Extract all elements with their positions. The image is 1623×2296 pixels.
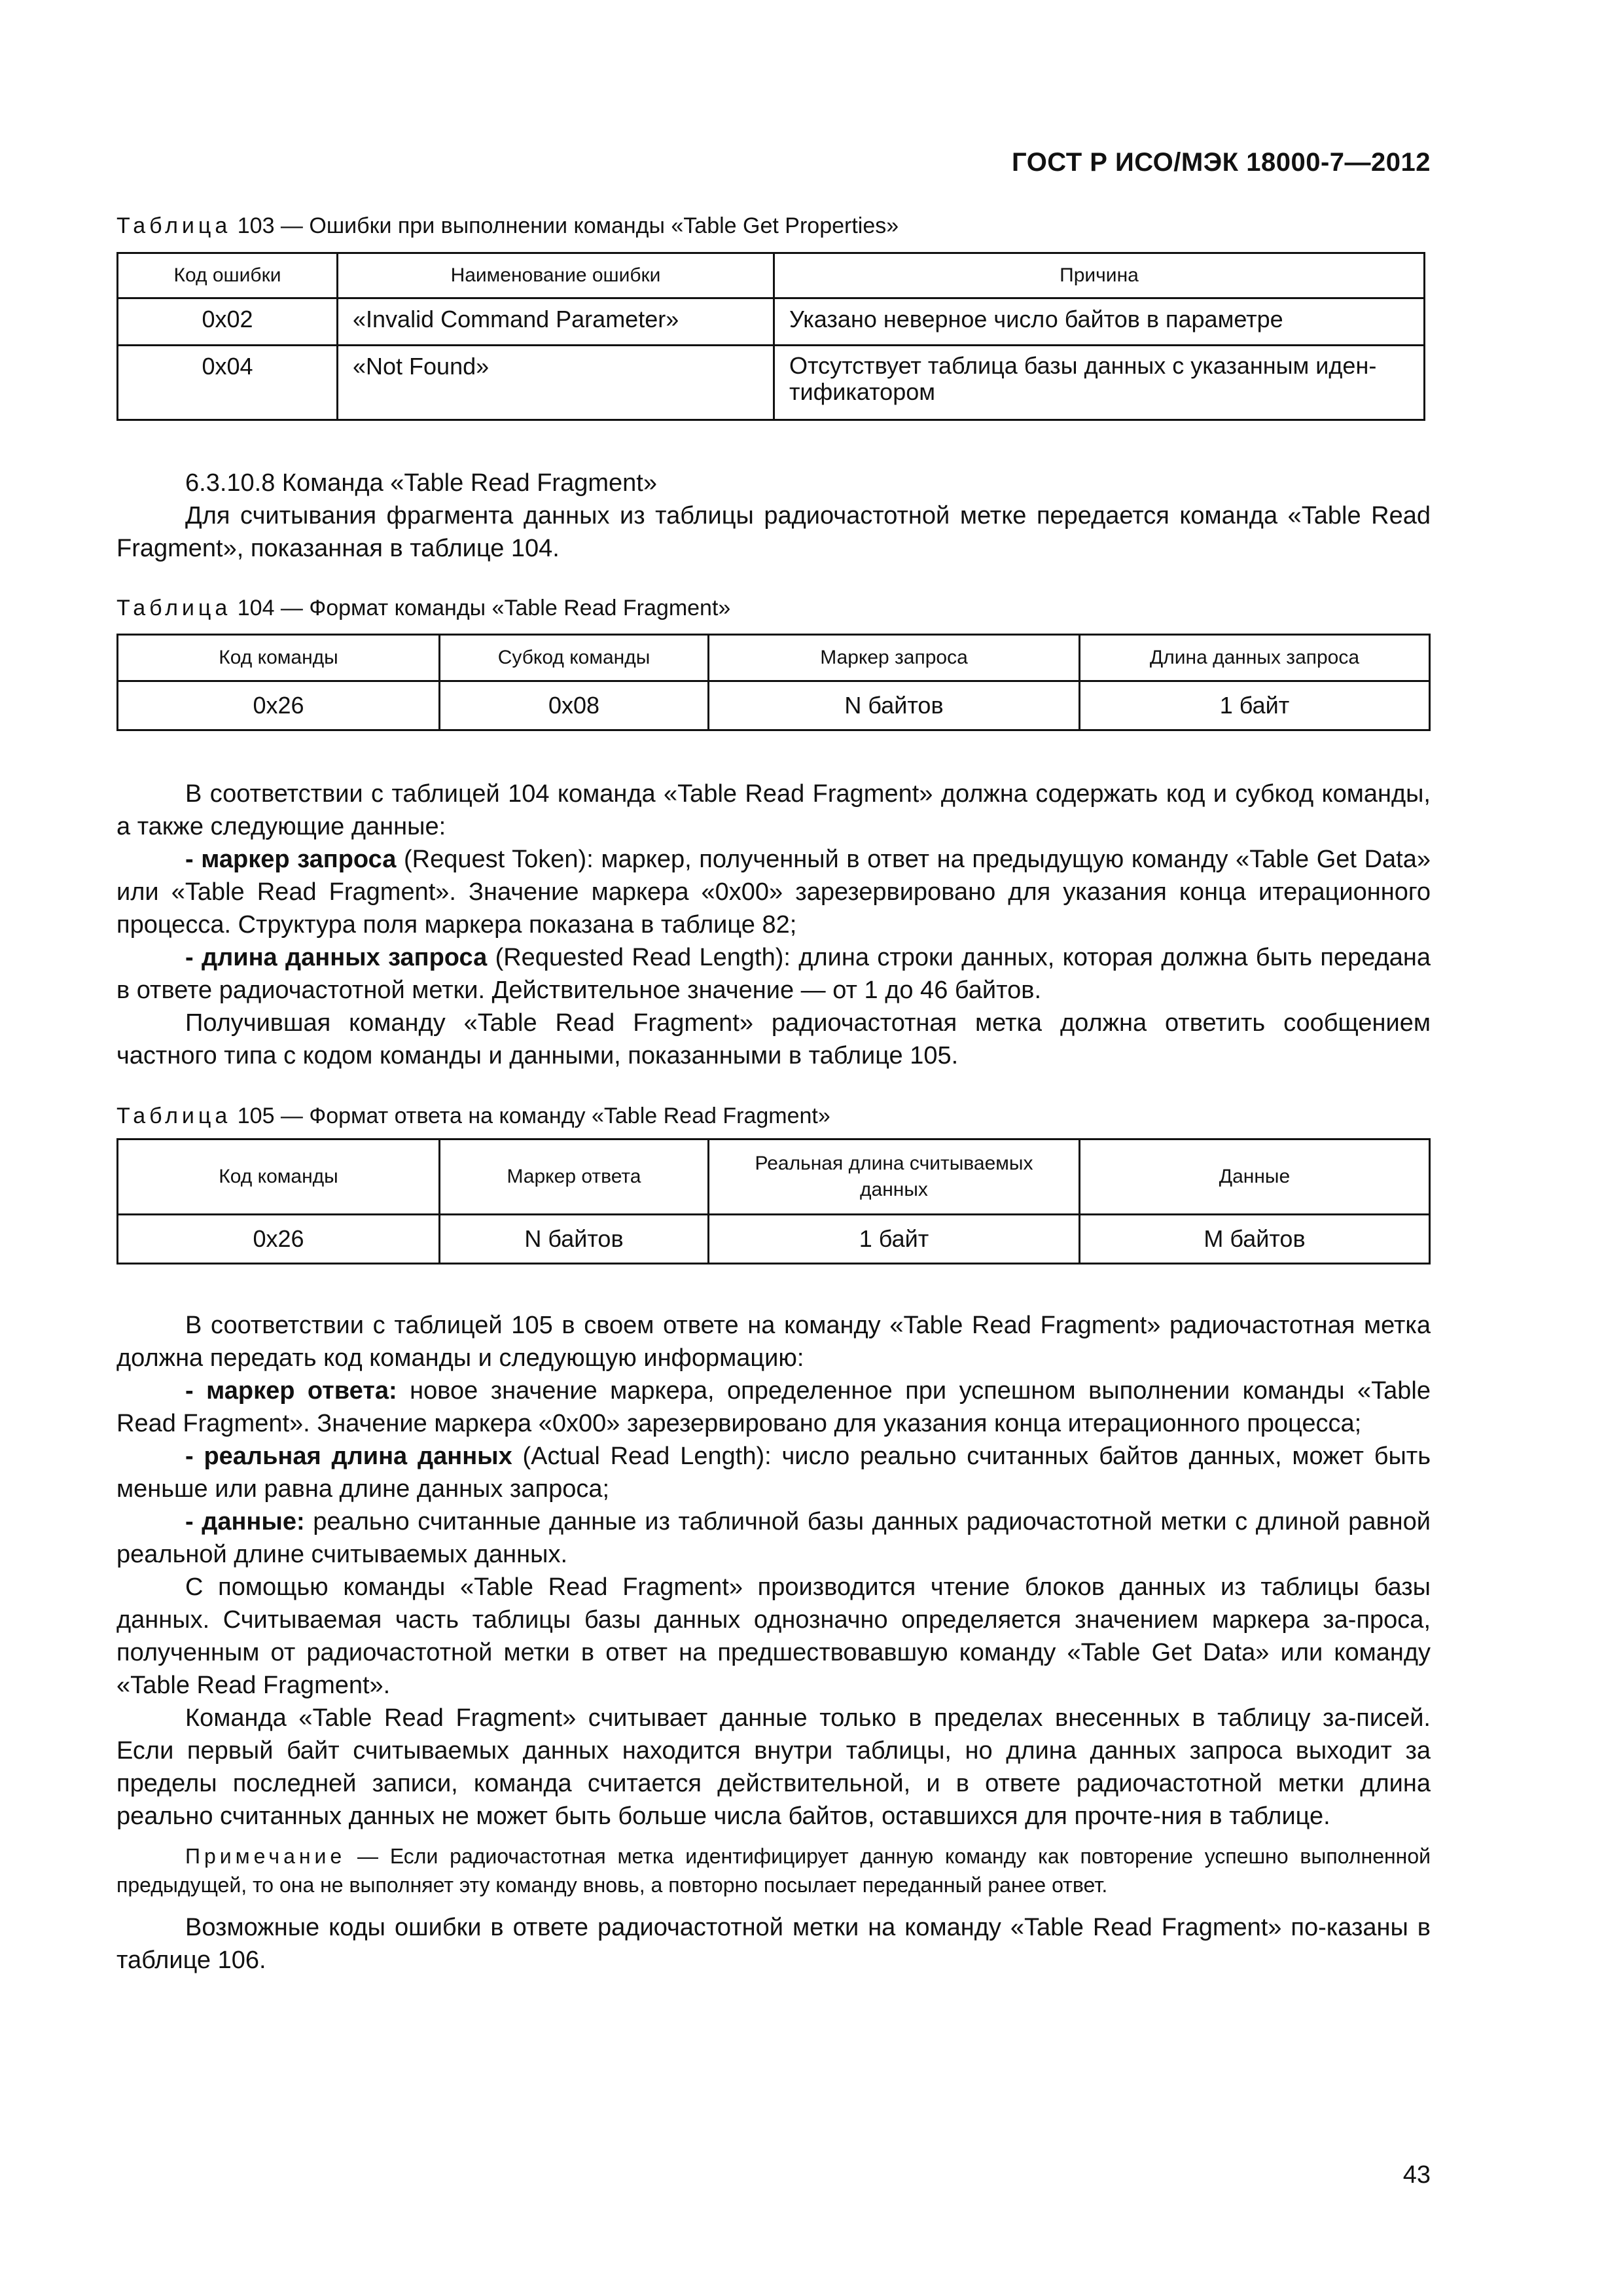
paragraph: В соответствии с таблицей 104 команда «Table Read Fragment» должна содержать код и субкод команды, а также следующие данные:: [116, 780, 1431, 840]
column-header: Код команды: [118, 1139, 440, 1215]
list-item: [116, 1505, 1431, 1571]
column-header: Реальная длина считываемых данных: [709, 1139, 1080, 1215]
column-header: Код команды: [118, 635, 440, 681]
note-text: — Если радиочастотная метка идентифицирует данную команду как повторение успешно выполненной предыдущей, то она не выполняет эту команду вновь, а повторно посылает переданный ранее ответ.: [116, 1844, 1431, 1897]
body-text-block-1: [116, 778, 1431, 1072]
term-description: (Request Token): маркер, полученный в ответ на предыдущую команду «Table Get Data» или «Table Read Fragment». Значение маркера «0x00» зарезервировано для указания конца итерационного процесса. Структура поля маркера показана в таблице 82;: [116, 846, 1431, 939]
term-description: (Actual Read Length): число реально считанных байтов данных, может быть меньше или равна длине данных запроса;: [116, 1443, 1431, 1503]
error-reason-cell: Отсутствует таблица базы данных с указанным иден-тификатором: [774, 346, 1425, 420]
caption-text: 103 — Ошибки при выполнении команды «Table Get Properties»: [231, 213, 899, 238]
term-description: новое значение маркера, определенное при успешном выполнении команды «Table Read Fragment». Значение маркера «0x00» зарезервировано для указания конца итерационного процесса;: [116, 1377, 1431, 1437]
term: - маркер ответа:: [185, 1377, 397, 1405]
column-header: Субкод команды: [440, 635, 709, 681]
list-item: [116, 843, 1431, 941]
table-row: [118, 1215, 1430, 1264]
caption-text: 105 — Формат ответа на команду «Table Read Fragment»: [231, 1103, 830, 1128]
caption-word: Таблица: [116, 1103, 232, 1128]
paragraph: Получившая команду «Table Read Fragment» радиочастотная метка должна ответить сообщением частного типа с кодом команды и данными, показанными в таблице 105.: [116, 1009, 1431, 1069]
term: - данные:: [185, 1508, 305, 1535]
table-row: [118, 681, 1430, 730]
table-header-row: [118, 635, 1430, 681]
list-item: [116, 1440, 1431, 1505]
paragraph: В соответствии с таблицей 105 в своем ответе на команду «Table Read Fragment» радиочастотная метка должна передать код команды и следующую информацию:: [116, 1312, 1431, 1372]
page-number: 43: [1402, 2161, 1431, 2189]
column-header: Данные: [1080, 1139, 1430, 1215]
section-intro: Для считывания фрагмента данных из таблицы радиочастотной метке передается команда «Table Read Fragment», показанная в таблице 104.: [116, 502, 1431, 562]
table-103: [116, 252, 1425, 421]
column-header: Маркер запроса: [709, 635, 1080, 681]
paragraph: Возможные коды ошибки в ответе радиочастотной метки на команду «Table Read Fragment» по-казаны в таблице 106.: [116, 1914, 1431, 1974]
table-cell: 1 байт: [1080, 681, 1430, 730]
column-header: Маркер ответа: [440, 1139, 709, 1215]
section-heading: 6.3.10.8 Команда «Table Read Fragment»: [185, 469, 657, 497]
table-row: [118, 298, 1425, 346]
list-item: [116, 1374, 1431, 1440]
error-reason-cell: Указано неверное число байтов в параметре: [774, 298, 1425, 346]
body-text-block-2: [116, 1309, 1431, 1977]
table-103-caption: [116, 213, 1431, 239]
caption-word: Таблица: [116, 213, 232, 238]
table-cell: 0x26: [118, 681, 440, 730]
term-description: реально считанные данные из табличной базы данных радиочастотной метки с длиной равной реальной длине считываемых данных.: [116, 1508, 1431, 1568]
table-cell: M байтов: [1080, 1215, 1430, 1264]
table-105-caption: [116, 1103, 1431, 1129]
note: [116, 1842, 1431, 1899]
table-header-row: [118, 1139, 1430, 1215]
table-cell: 0x26: [118, 1215, 440, 1264]
term: - реальная длина данных: [185, 1443, 512, 1470]
column-header: Длина данных запроса: [1080, 635, 1430, 681]
table-header-row: [118, 253, 1425, 298]
term-description: (Requested Read Length): длина строки данных, которая должна быть передана в ответе радиочастотной метки. Действительное значение — от 1 до 46 байтов.: [116, 944, 1431, 1004]
table-cell: 1 байт: [709, 1215, 1080, 1264]
table-cell: N байтов: [709, 681, 1080, 730]
table-104: [116, 634, 1431, 731]
caption-word: Таблица: [116, 596, 232, 620]
paragraph: Команда «Table Read Fragment» считывает данные только в пределах внесенных в таблицу за-писей. Если первый байт считываемых данных находится внутри таблицы, но длина данных запроса выходит за пределы последней записи, команда считается действительной, и в ответе радиочастотной метки длина реально считанных данных не может быть больше числа байтов, оставшихся для прочте-ния в таблице.: [116, 1704, 1431, 1830]
error-code-cell: 0x04: [118, 346, 338, 420]
error-name-cell: «Invalid Command Parameter»: [338, 298, 774, 346]
error-name-cell: «Not Found»: [338, 346, 774, 420]
table-cell: N байтов: [440, 1215, 709, 1264]
column-header: Причина: [774, 253, 1425, 298]
standard-header: ГОСТ Р ИСО/МЭК 18000-7—2012: [1012, 148, 1431, 177]
term: - маркер запроса: [185, 846, 397, 873]
table-105: [116, 1138, 1431, 1265]
error-code-cell: 0x02: [118, 298, 338, 346]
list-item: [116, 941, 1431, 1007]
column-header: Код ошибки: [118, 253, 338, 298]
table-row: [118, 346, 1425, 420]
paragraph: С помощью команды «Table Read Fragment» производится чтение блоков данных из таблицы базы данных. Считываемая часть таблицы базы данных однозначно определяется значением маркера за-проса, полученным от радиочастотной метки в ответ на предшествовавшую команду «Table Get Data» или команду «Table Read Fragment».: [116, 1573, 1431, 1699]
note-word: Примечание: [185, 1844, 346, 1868]
table-cell: 0x08: [440, 681, 709, 730]
term: - длина данных запроса: [185, 944, 488, 971]
column-header: Наименование ошибки: [338, 253, 774, 298]
caption-text: 104 — Формат команды «Table Read Fragment»: [231, 596, 731, 620]
table-104-caption: [116, 596, 1431, 621]
